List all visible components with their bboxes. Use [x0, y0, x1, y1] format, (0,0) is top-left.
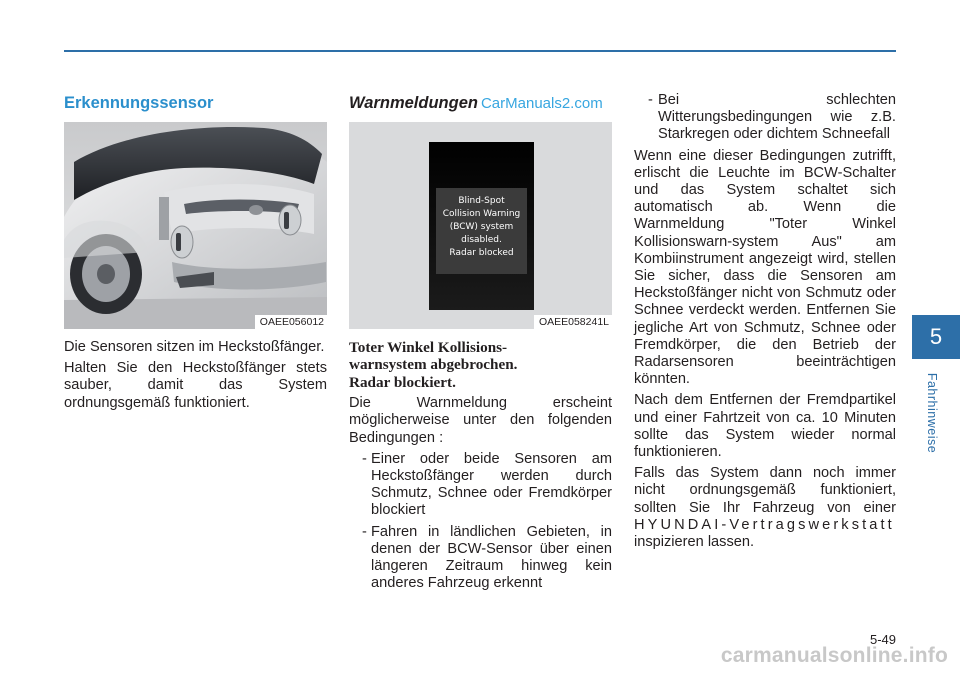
column-1 — [64, 92, 327, 416]
figure-car-rear — [64, 122, 327, 329]
bullet-dash: - — [362, 523, 367, 540]
section-title-text: Warnmeldungen — [349, 94, 478, 112]
display-line-1: Blind-Spot — [458, 196, 505, 206]
column-2 — [349, 92, 612, 596]
paragraph-dealer — [634, 465, 896, 551]
column-3 — [634, 92, 896, 555]
paragraph-keep-clean: Halten Sie den Heckstoßfänger stets sauber, damit das System ordnungsgemäß funktioniert. — [64, 360, 327, 411]
section-title-warnings — [349, 92, 612, 118]
figure-code: OAEE056012 — [255, 315, 327, 329]
warning-heading-line: Radar blockiert. — [349, 373, 456, 391]
bullet-text: Fahren in ländlichen Gebieten, in denen der BCW-Sensor über einen längeren Zeitraum hinweg kein anderes Fahrzeug erkennt — [371, 523, 612, 592]
bullet-item — [349, 451, 612, 520]
car-rear-illustration — [64, 122, 327, 329]
paragraph-after-removal: Nach dem Entfernen der Fremdpartikel und einer Fahrtzeit von ca. 10 Minuten sollte das System wieder normal funktionieren. — [634, 392, 896, 461]
page-number: 5-49 — [869, 632, 896, 647]
display-line-3: (BCW) system — [449, 222, 514, 232]
paragraph-sensor-location: Die Sensoren sitzen im Heckstoßfänger. — [64, 339, 325, 355]
warning-heading — [349, 339, 612, 391]
chapter-label-text: Fahrhinweise — [925, 372, 939, 454]
section-title-sensor: Erkennungssensor — [64, 94, 214, 112]
bullet-text: Einer oder beide Sensoren am Heckstoßfänger werden durch Schmutz, Schnee oder Fremdkörper blockiert — [371, 450, 612, 519]
bullet-item — [634, 92, 896, 144]
bullet-dash: - — [648, 92, 653, 108]
display-line-5: Radar blocked — [449, 248, 514, 258]
dealer-text-after: inspizieren lassen. — [634, 534, 755, 551]
dealer-name: HYUNDAI-Vertragswerkstatt — [634, 516, 895, 533]
figure-cluster-display — [349, 122, 612, 329]
bullet-text: Bei schlechten Witterungsbedingungen wie z.B. Starkregen oder dichtem Schneefall — [658, 92, 896, 143]
cluster-display-illustration — [349, 122, 612, 329]
warning-heading-line: Toter Winkel Kollisions- — [349, 339, 508, 356]
warning-heading-line: warnsystem abgebrochen. — [349, 356, 518, 374]
chapter-tab: 5 — [912, 315, 960, 359]
bullet-item — [349, 524, 612, 593]
display-line-4: disabled. — [461, 235, 502, 245]
display-line-2: Collision Warning — [442, 209, 521, 219]
top-rule — [64, 50, 896, 52]
figure-code: OAEE058241L — [534, 315, 612, 329]
watermark-link[interactable]: CarManuals2.com — [480, 95, 603, 112]
paragraph-intro: Die Warnmeldung erscheint möglicherweise unter den folgenden Bedingungen : — [349, 395, 612, 446]
dealer-text-before: Falls das System dann noch immer nicht ordnungsgemäß funktioniert, sollten Sie Ihr Fahrzeug von einer — [634, 465, 896, 516]
paragraph-auto-off: Wenn eine dieser Bedingungen zutrifft, erlischt die Leuchte im BCW-Schalter und das System schaltet sich automatisch ab. Wenn die Warnmeldung "Toter Winkel Kollisionswarn-system Aus" am Kombiinstrument angezeigt wird, stellen Sie sicher, dass die Sensoren am Heckstoßfänger nicht von Schmutz oder Schnee verdeckt werden. Entfernen Sie jegliche Art von Schmutz, Schnee oder Fremdkörper, die den Betrieb der Radarsensoren beeinträchtigen könnten. — [634, 147, 896, 388]
bullet-dash: - — [362, 450, 367, 467]
chapter-label — [924, 371, 940, 455]
site-watermark: carmanualsonline.info — [720, 644, 948, 667]
